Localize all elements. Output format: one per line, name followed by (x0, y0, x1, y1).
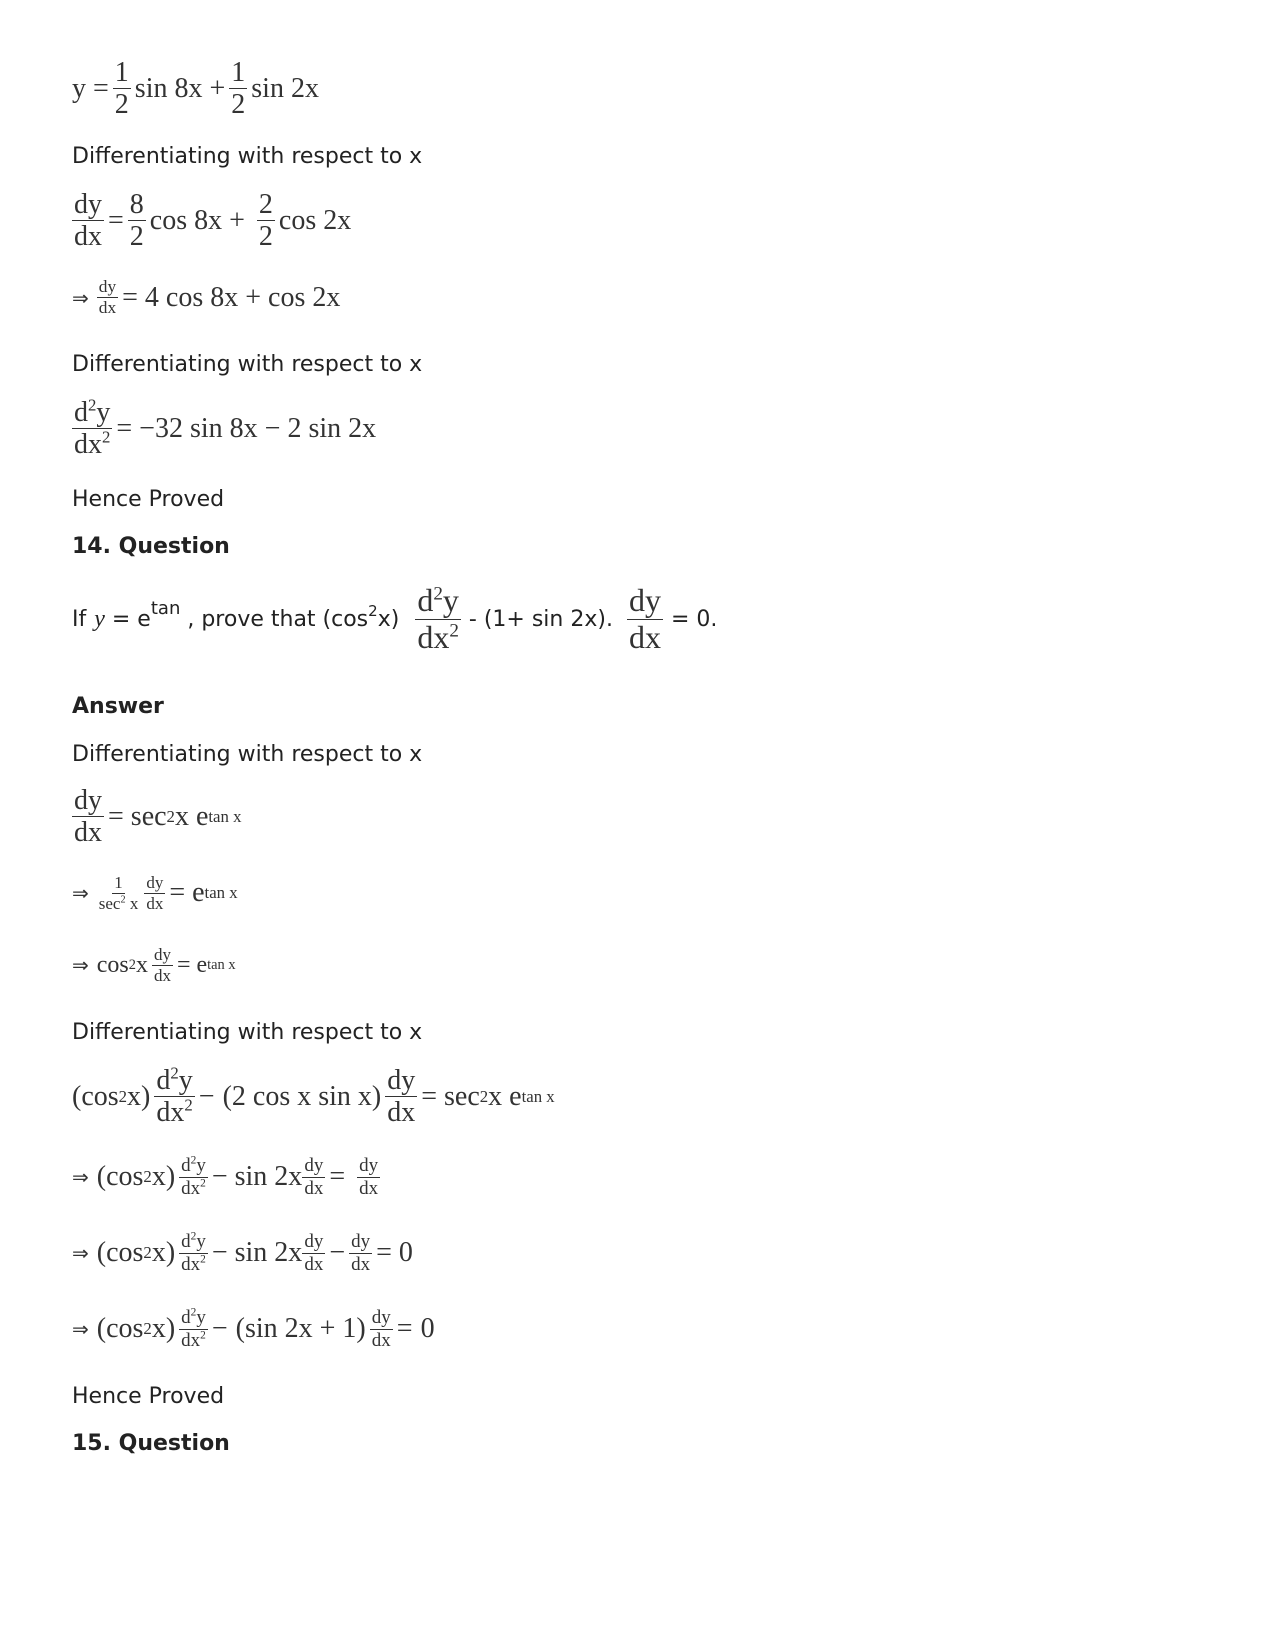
q14-mid: - (1+ sin 2x). (468, 606, 613, 632)
equation-q14-step-4: ⇒ (cos 2 x) $\frac{d^2y}{dx^2}$ − sin 2x $\frac{dy}{dx}$ − $\frac{dy}{dx}$ = 0 (72, 1230, 413, 1275)
equation-first-derivative-simplified: ⇒ $\frac{dy}{dx}$ = 4 cos 8x + cos 2x (72, 277, 341, 318)
hence-proved-text: Hence Proved (72, 487, 225, 512)
equation-second-derivative: $\frac{d^2y}{dx^2}$ = −32 sin 8x − 2 sin 2x (74, 395, 377, 461)
question-14-title: 14. Question (72, 534, 230, 559)
text-differentiating: Differentiating with respect to x (72, 352, 423, 377)
q14-prove: , prove that (cos (180, 606, 369, 632)
equation-q14-step-3: ⇒ (cos 2 x) $\frac{d^2y}{dx^2}$ − sin 2x $\frac{dy}{dx}$ = $\frac{dy}{dx}$ (72, 1154, 379, 1199)
hence-proved-text: Hence Proved (72, 1384, 225, 1409)
q14-second-derivative: $\frac{d^2y}{dx^2}$ (417, 582, 459, 655)
text-differentiating: Differentiating with respect to x (72, 1020, 423, 1045)
equation-y-definition: y = $\frac{1}{2}$ sin 8x + $\frac{1}{2}$ sin 2x (72, 57, 319, 121)
q14-first-derivative: $\frac{dy}{dx}$ (628, 582, 661, 655)
equation-first-derivative: $\frac{dy}{dx}$ = $\frac{8}{2}$ cos 8x + $\frac{2}{2}$ cos 2x (74, 189, 352, 253)
equation-q14-second-derivative: (cos 2 x) $\frac{d^2y}{dx^2}$ − (2 cos x sin x) $\frac{dy}{dx}$ = sec 2 x e tan x (72, 1063, 555, 1129)
q14-end: = 0. (670, 606, 718, 632)
answer-label: Answer (72, 694, 164, 719)
equation-q14-step-1: ⇒ $\frac{1}{\sec^2 x}$ $\frac{dy}{dx}$ = e tan x (72, 873, 238, 913)
question-15-title: 15. Question (72, 1431, 230, 1456)
q14-if: If (72, 606, 87, 632)
equation-q14-step-2: ⇒ cos 2 x $\frac{dy}{dx}$ = e tan x (72, 945, 236, 985)
equation-q14-first-derivative: $\frac{dy}{dx}$ = sec 2 x e tan x (74, 785, 242, 849)
q14-eq: = e (104, 606, 151, 632)
text-differentiating: Differentiating with respect to x (72, 742, 423, 767)
text-differentiating: Differentiating with respect to x (72, 144, 423, 169)
q14-x: x) (377, 606, 400, 632)
equation-q14-final: ⇒ (cos 2 x) $\frac{d^2y}{dx^2}$ − (sin 2x + 1) $\frac{dy}{dx}$ = 0 (72, 1306, 435, 1351)
q14-y: y (94, 605, 105, 632)
question-14-statement: If y = e $^{tan}$ , prove that (cos $^2$ x) $\frac{d^2y}{dx^2}$ - (1+ sin 2x). $\frac{dy}{dx}$ = 0. (72, 582, 718, 655)
